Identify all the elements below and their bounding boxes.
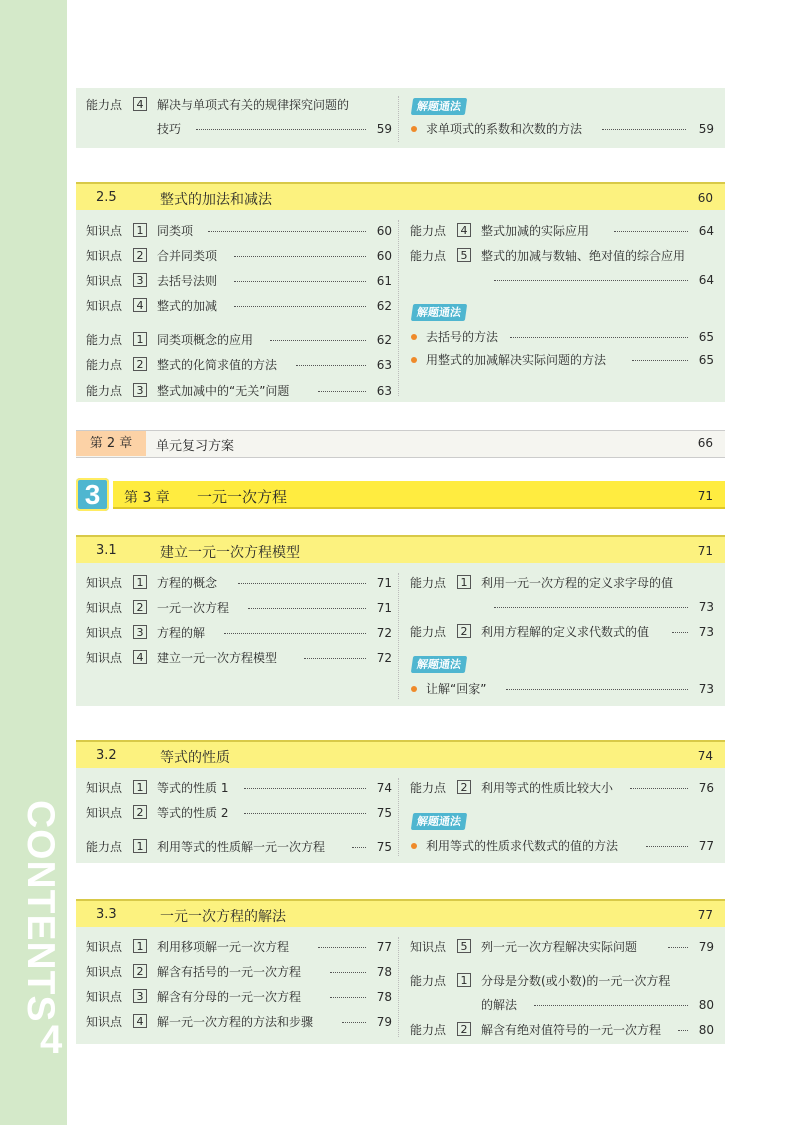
item-number: 3 <box>133 989 147 1003</box>
item-kind: 能力点 <box>410 625 447 639</box>
item-number: 1 <box>133 223 147 237</box>
item-page: 79 <box>698 940 714 954</box>
toc-row[interactable] <box>86 804 394 822</box>
toc-row[interactable] <box>410 1021 715 1039</box>
item-kind: 知识点 <box>86 274 123 288</box>
toc-row[interactable] <box>86 222 394 240</box>
leader-dots <box>296 365 366 366</box>
item-title: 方程的概念 <box>157 576 218 590</box>
item-number: 4 <box>133 97 147 111</box>
item-kind: 能力点 <box>410 1023 447 1037</box>
item-number: 1 <box>457 973 471 987</box>
item-number: 2 <box>133 805 147 819</box>
item-number: 5 <box>457 939 471 953</box>
item-title: 去括号法则 <box>157 274 218 288</box>
item-page: 78 <box>376 990 392 1004</box>
chapter-label: 第 3 章 <box>124 490 170 506</box>
leader-dots <box>510 337 688 338</box>
chapter-number-badge: 3 <box>76 478 109 511</box>
leader-dots <box>668 947 688 948</box>
method-page: 59 <box>698 122 714 136</box>
toc-row[interactable] <box>410 779 715 797</box>
item-page: 62 <box>376 299 392 313</box>
item-page: 77 <box>376 940 392 954</box>
method-title: 让解“回家” <box>426 682 487 696</box>
toc-row[interactable] <box>86 356 394 374</box>
toc-row[interactable] <box>86 838 394 856</box>
item-title: 整式加减中的“无关”问题 <box>157 384 290 398</box>
leader-dots <box>602 129 686 130</box>
item-title: 同类项概念的应用 <box>157 333 254 347</box>
section-title: 建立一元一次方程模型 <box>160 545 300 561</box>
leader-dots <box>672 632 688 633</box>
item-page: 63 <box>376 384 392 398</box>
leader-dots <box>534 1005 688 1006</box>
column-divider <box>398 573 399 699</box>
item-page: 63 <box>376 358 392 372</box>
section-body <box>76 210 725 402</box>
item-page: 79 <box>376 1015 392 1029</box>
toc-row[interactable] <box>86 272 394 290</box>
toc-row[interactable] <box>86 1013 394 1031</box>
item-number: 2 <box>133 248 147 262</box>
item-kind: 知识点 <box>86 965 123 979</box>
leader-dots <box>494 280 688 281</box>
item-title[interactable]: 解决与单项式有关的规律探究问题的 <box>157 98 350 112</box>
item-page: 76 <box>698 781 714 795</box>
item-kind: 知识点 <box>86 576 123 590</box>
section-title: 一元一次方程的解法 <box>160 909 286 925</box>
leader-dots <box>234 306 366 307</box>
item-kind: 知识点 <box>86 806 123 820</box>
chapter-title: 单元复习方案 <box>156 439 235 454</box>
item-kind: 能力点 <box>410 224 447 238</box>
item-page: 60 <box>376 249 392 263</box>
item-number: 5 <box>457 248 471 262</box>
item-number: 1 <box>133 939 147 953</box>
leader-dots <box>630 788 688 789</box>
item-title: 分母是分数(或小数)的一元一次方程 <box>481 974 671 988</box>
item-number: 2 <box>133 964 147 978</box>
method-page: 65 <box>698 353 714 367</box>
toc-row[interactable] <box>86 247 394 265</box>
toc-row[interactable] <box>410 938 715 956</box>
item-page: 73 <box>698 625 714 639</box>
item-kind: 能力点 <box>410 781 447 795</box>
item-number: 2 <box>133 357 147 371</box>
toc-row[interactable] <box>410 247 715 265</box>
item-page: 71 <box>376 601 392 615</box>
toc-row[interactable] <box>86 574 394 592</box>
method-row[interactable] <box>410 328 715 346</box>
chapter-page: 71 <box>697 489 713 503</box>
leader-dots <box>224 633 366 634</box>
item-number: 3 <box>133 625 147 639</box>
leader-dots <box>238 583 366 584</box>
item-kind: 能力点 <box>410 249 447 263</box>
item-title: 利用方程解的定义求代数式的值 <box>481 625 650 639</box>
item-title: 解一元一次方程的方法和步骤 <box>157 1015 314 1029</box>
item-page: 80 <box>698 998 714 1012</box>
section-body <box>76 563 725 706</box>
section-page: 74 <box>697 749 713 763</box>
item-kind: 能力点 <box>86 840 123 854</box>
item-title: 整式的加减与数轴、绝对值的综合应用 <box>481 249 686 263</box>
leader-dots <box>318 391 366 392</box>
item-number: 3 <box>133 273 147 287</box>
item-number: 1 <box>133 575 147 589</box>
section-header[interactable] <box>76 899 725 927</box>
chapter-header[interactable] <box>76 478 725 511</box>
method-row[interactable] <box>410 837 715 855</box>
item-title: 一元一次方程 <box>157 601 230 615</box>
item-kind: 知识点 <box>86 990 123 1004</box>
item-kind: 能力点 <box>86 358 123 372</box>
item-page: 72 <box>376 651 392 665</box>
section-header[interactable] <box>76 535 725 563</box>
item-page: 62 <box>376 333 392 347</box>
item-number: 2 <box>457 780 471 794</box>
item-title: 等式的性质 2 <box>157 806 229 820</box>
item-page: 61 <box>376 274 392 288</box>
section-number: 3.1 <box>96 543 117 558</box>
chapter-label: 第 2 章 <box>76 431 146 456</box>
toc-row[interactable] <box>86 649 394 667</box>
method-title: 利用等式的性质求代数式的值的方法 <box>426 839 619 853</box>
section-header[interactable] <box>76 182 725 210</box>
item-number: 1 <box>133 332 147 346</box>
leader-dots <box>342 1022 366 1023</box>
item-kind: 知识点 <box>86 249 123 263</box>
item-title: 解含有分母的一元一次方程 <box>157 990 302 1004</box>
leader-dots <box>196 129 366 130</box>
item-kind: 知识点 <box>86 1015 123 1029</box>
section-number: 3.2 <box>96 748 117 763</box>
item-title: 整式的化简求值的方法 <box>157 358 278 372</box>
item-title: 等式的性质 1 <box>157 781 229 795</box>
item-number: 3 <box>133 383 147 397</box>
item-title: 建立一元一次方程模型 <box>157 651 278 665</box>
item-number: 2 <box>457 624 471 638</box>
item-kind: 能力点 <box>410 974 447 988</box>
leader-dots <box>318 947 366 948</box>
item-page: 75 <box>376 806 392 820</box>
toc-row[interactable] <box>410 972 715 990</box>
item-number: 4 <box>133 1014 147 1028</box>
toc-row[interactable] <box>410 623 715 641</box>
item-page: 72 <box>376 626 392 640</box>
section-page: 71 <box>697 544 713 558</box>
leader-dots <box>506 689 688 690</box>
item-number: 2 <box>457 1022 471 1036</box>
toc-row[interactable] <box>86 599 394 617</box>
leader-dots <box>304 658 366 659</box>
item-number: 2 <box>133 600 147 614</box>
toc-row[interactable] <box>410 574 715 592</box>
bullet-icon <box>411 357 417 363</box>
leader-dots <box>632 360 688 361</box>
item-page: 71 <box>376 576 392 590</box>
bullet-icon <box>411 686 417 692</box>
leader-dots <box>244 788 366 789</box>
toc-row[interactable] <box>86 963 394 981</box>
item-kind: 知识点 <box>86 299 123 313</box>
section-number: 3.3 <box>96 907 117 922</box>
leader-dots <box>352 847 366 848</box>
toc-row[interactable] <box>86 382 394 400</box>
leader-dots <box>208 231 366 232</box>
method-tag: 解题通法 <box>411 98 467 115</box>
item-number: 1 <box>457 575 471 589</box>
column-divider <box>398 96 399 142</box>
item-title: 列一元一次方程解决实际问题 <box>481 940 638 954</box>
page-number: 4 <box>40 1018 63 1062</box>
item-kind: 能力点 <box>86 98 123 112</box>
leader-dots <box>270 340 366 341</box>
item-page: 75 <box>376 840 392 854</box>
item-title-cont[interactable]: 技巧 <box>157 122 182 136</box>
section-body <box>76 927 725 1044</box>
item-page: 80 <box>698 1023 714 1037</box>
section-page: 60 <box>697 191 713 205</box>
leader-dots <box>244 813 366 814</box>
toc-row[interactable] <box>86 779 394 797</box>
method-page: 77 <box>698 839 714 853</box>
item-title-cont: 的解法 <box>481 998 518 1012</box>
section-title: 等式的性质 <box>160 750 230 766</box>
item-page: 59 <box>376 122 392 136</box>
item-title: 解含有绝对值符号的一元一次方程 <box>481 1023 662 1037</box>
chapter-review-row[interactable] <box>76 430 725 458</box>
item-kind: 知识点 <box>410 940 447 954</box>
toc-row[interactable] <box>86 624 394 642</box>
leader-dots <box>248 608 366 609</box>
item-title: 整式加减的实际应用 <box>481 224 590 238</box>
side-strip <box>0 0 67 1125</box>
column-divider <box>398 778 399 856</box>
item-kind: 能力点 <box>86 333 123 347</box>
method-tag: 解题通法 <box>411 656 467 673</box>
item-title: 合并同类项 <box>157 249 218 263</box>
item-title: 利用一元一次方程的定义求字母的值 <box>481 576 674 590</box>
item-kind: 能力点 <box>86 384 123 398</box>
method-title: 去括号的方法 <box>426 330 499 344</box>
leader-dots <box>330 997 366 998</box>
column-divider <box>398 937 399 1037</box>
item-page: 60 <box>376 224 392 238</box>
item-title: 解含有括号的一元一次方程 <box>157 965 302 979</box>
item-number: 1 <box>133 839 147 853</box>
method-row[interactable] <box>410 680 715 698</box>
contents-label: CONTENTS <box>19 800 62 1023</box>
item-page: 74 <box>376 781 392 795</box>
item-title: 方程的解 <box>157 626 206 640</box>
leader-dots <box>234 256 366 257</box>
method-row[interactable] <box>410 351 715 369</box>
item-kind: 知识点 <box>86 601 123 615</box>
chapter-title: 一元一次方程 <box>197 488 288 506</box>
item-kind: 知识点 <box>86 224 123 238</box>
section-number: 2.5 <box>96 190 117 205</box>
item-number: 1 <box>133 780 147 794</box>
column-divider <box>398 220 399 396</box>
item-number: 4 <box>457 223 471 237</box>
item-page: 64 <box>698 273 714 287</box>
bullet-icon <box>411 843 417 849</box>
section-title: 整式的加法和减法 <box>160 192 272 208</box>
bullet-icon <box>411 126 417 132</box>
leader-dots <box>646 846 688 847</box>
method-tag: 解题通法 <box>411 304 467 321</box>
chapter-page: 66 <box>697 436 713 450</box>
item-kind: 能力点 <box>410 576 447 590</box>
item-kind: 知识点 <box>86 940 123 954</box>
leader-dots <box>494 607 688 608</box>
item-title: 整式的加减 <box>157 299 218 313</box>
item-title: 利用等式的性质解一元一次方程 <box>157 840 326 854</box>
section-page: 77 <box>697 908 713 922</box>
item-kind: 知识点 <box>86 651 123 665</box>
toc-row[interactable] <box>86 988 394 1006</box>
leader-dots <box>330 972 366 973</box>
item-number: 4 <box>133 650 147 664</box>
method-title[interactable]: 求单项式的系数和次数的方法 <box>426 122 583 136</box>
top-block <box>76 88 725 148</box>
toc-row[interactable] <box>86 938 394 956</box>
item-kind: 知识点 <box>86 626 123 640</box>
item-kind: 知识点 <box>86 781 123 795</box>
item-title: 同类项 <box>157 224 194 238</box>
section-header[interactable] <box>76 740 725 768</box>
bullet-icon <box>411 334 417 340</box>
method-tag: 解题通法 <box>411 813 467 830</box>
leader-dots <box>234 281 366 282</box>
section-body <box>76 768 725 863</box>
toc-row[interactable] <box>86 331 394 349</box>
toc-row[interactable] <box>410 222 715 240</box>
item-number: 4 <box>133 298 147 312</box>
leader-dots <box>614 231 688 232</box>
method-title: 用整式的加减解决实际问题的方法 <box>426 353 607 367</box>
item-title: 利用移项解一元一次方程 <box>157 940 290 954</box>
item-page: 64 <box>698 224 714 238</box>
method-page: 73 <box>698 682 714 696</box>
leader-dots <box>678 1030 688 1031</box>
item-page: 73 <box>698 600 714 614</box>
method-page: 65 <box>698 330 714 344</box>
item-title: 利用等式的性质比较大小 <box>481 781 614 795</box>
item-page: 78 <box>376 965 392 979</box>
toc-row[interactable] <box>86 297 394 315</box>
